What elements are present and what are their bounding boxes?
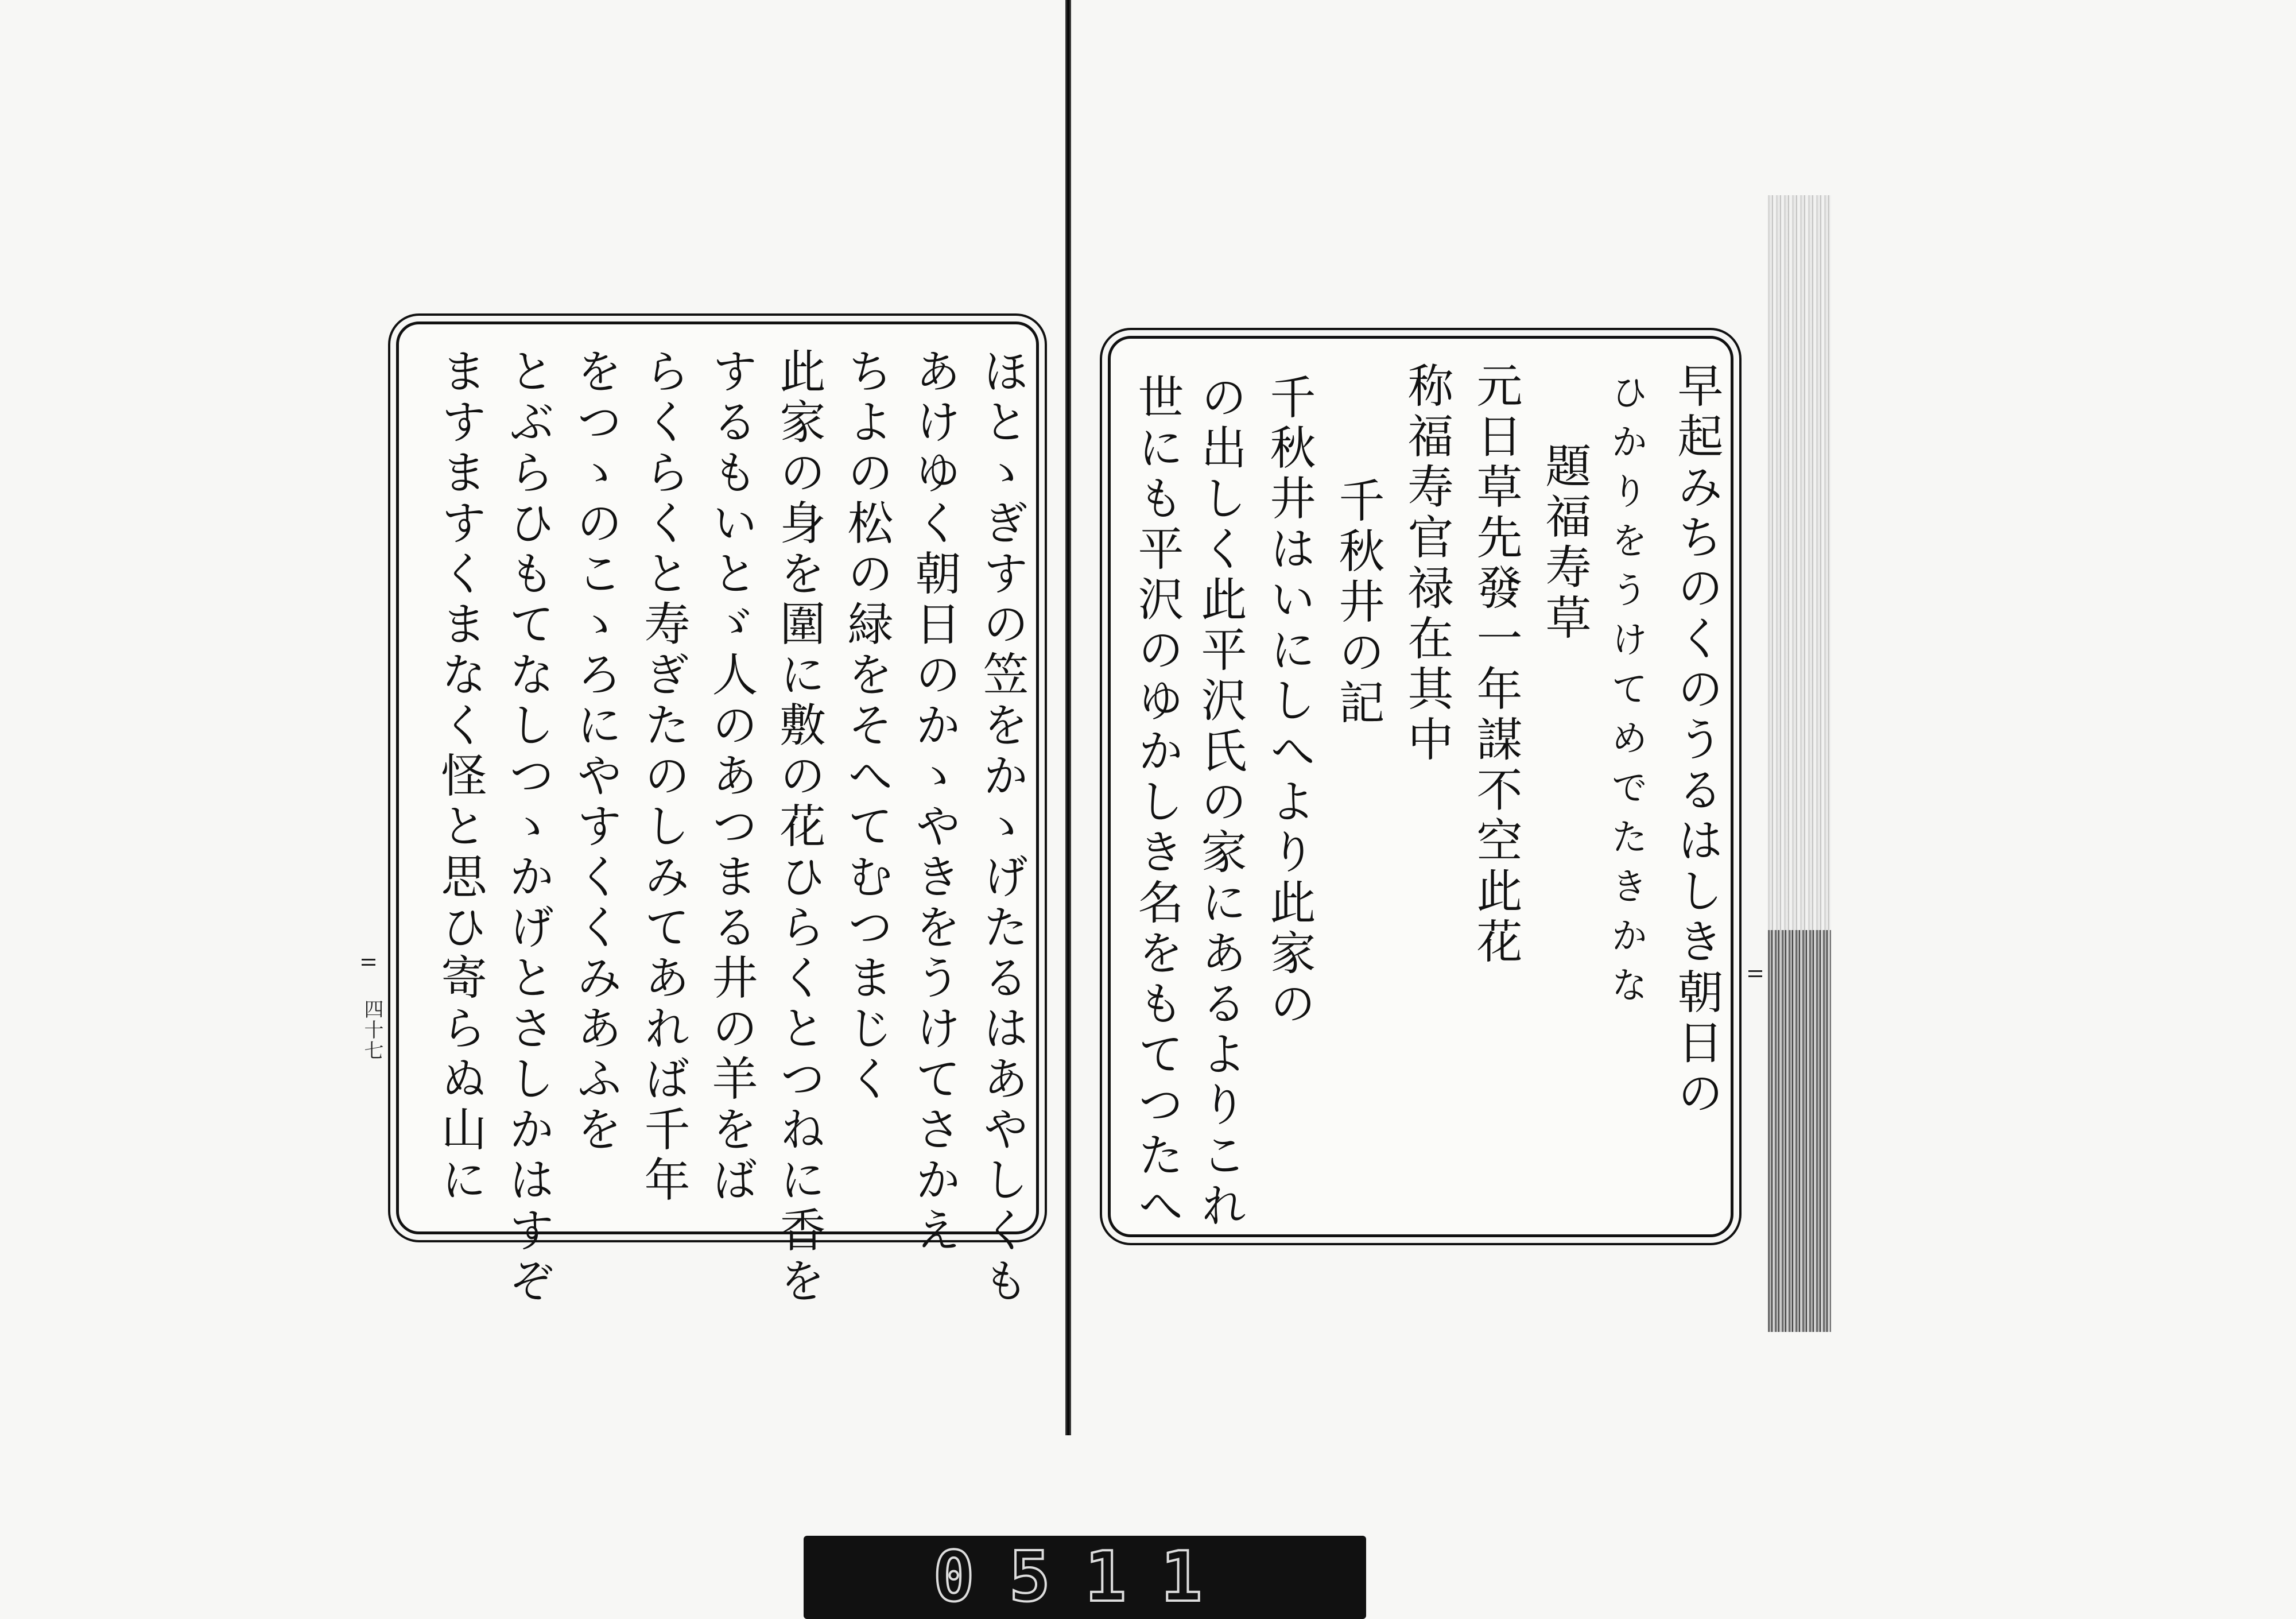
fold-mark	[362, 959, 375, 966]
text-column: をつゝのこゝろにやすくくみあふを	[569, 347, 622, 1156]
text-column: ひかりをうけてめでたきかな	[1605, 373, 1647, 1015]
text-column: とぶらひもてなしつゝかげとさしかはすぞ	[501, 347, 554, 1307]
poem-line: 称福寿官禄在其中	[1400, 362, 1453, 766]
archive-number-stamp	[804, 1536, 1366, 1619]
fold-mark	[1748, 970, 1762, 977]
text-column: 千秋井はいにしへより此家の	[1262, 373, 1316, 1030]
text-column: 世にも平沢のゆかしき名をもてつたへ	[1130, 373, 1184, 1232]
text-column: 早起みちのくのうるはしき朝日の	[1670, 362, 1723, 1120]
text-column: ほとゝぎすの笠をかゝげたるはあやしくも	[975, 347, 1029, 1307]
page-edge-shadow-dark	[1768, 930, 1831, 1332]
right-page	[1108, 336, 1733, 1237]
poem-line: 元日草先發一年謀不空此花	[1469, 362, 1522, 968]
text-column: ますますくまなく怪と思ひ寄らぬ山に	[433, 347, 487, 1206]
text-column: ちよの松の緑をそへてむつまじく	[840, 347, 893, 1105]
text-column: 此家の身を圍に敷の花ひらくとつねに香を	[772, 347, 825, 1307]
archive-number: 0511	[933, 1537, 1237, 1617]
folio-number: 四十七	[360, 999, 383, 1061]
text-column: の出しく此平沢氏の家にあるよりこれ	[1193, 373, 1247, 1232]
book-spine	[1065, 0, 1071, 1435]
text-column: するもいとゞ人のあつまる井の羊をば	[704, 347, 758, 1206]
left-page	[396, 322, 1039, 1307]
poem-title: 題福寿草	[1538, 442, 1591, 644]
text-column: あけゆく朝日のかゝやきをうけてさかえ	[907, 347, 961, 1257]
text-column: らくらくと寿ぎたのしみてあれば千年	[637, 347, 690, 1206]
section-heading: 千秋井の記	[1331, 477, 1384, 729]
